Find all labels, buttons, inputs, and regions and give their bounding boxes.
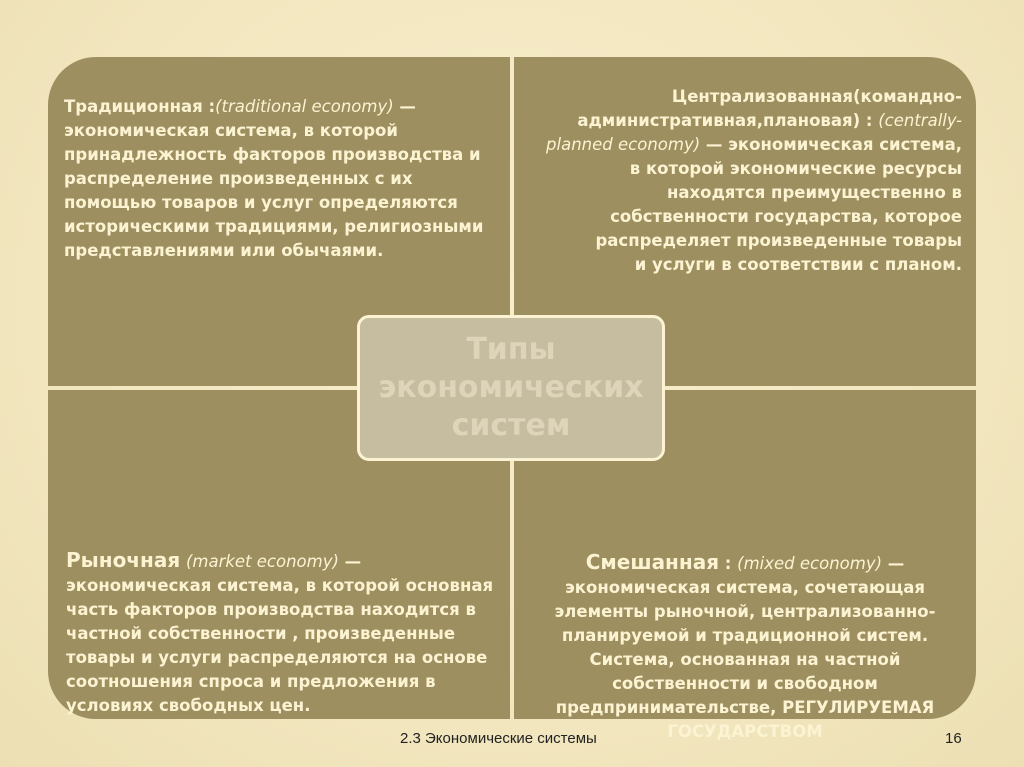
- mixed-term: Смешанная: [585, 550, 720, 574]
- center-title-box: [357, 315, 665, 461]
- centralized-body-line: распределяет произведенные товары: [595, 231, 962, 250]
- traditional-body: экономическая система, в которой принадлежность факторов производства и распределение произведенных с их помощью товаров и услуг определяются историческими традициями, религиозными представлениями или обычаями.: [64, 121, 484, 260]
- mixed-body-line: собственности и свободном: [612, 674, 878, 693]
- market-term: Рыночная: [66, 548, 181, 572]
- centralized-body-line: собственности государства, которое: [610, 207, 962, 226]
- traditional-english: (traditional economy): [215, 97, 394, 116]
- mixed-english: (mixed economy): [737, 554, 883, 573]
- centralized-body-line: в которой экономические ресурсы: [629, 159, 962, 178]
- market-description: Рыночная (market economy) — экономическая система, в которой основная часть факторов производства находится в частной собственности , произведенные товары и услуги распределяются на основе соотношения спроса и предложения в условиях свободных цен.: [66, 548, 494, 715]
- centralized-description: Централизованная(командно-административная,плановая) : (centrally-planned economy) — экономическая система, в которой экономические ресурсы находятся преимущественно в собственности государства, которое распределяет произведенные товары и услуги в соответствии с планом.: [546, 87, 962, 274]
- centralized-english: (centrally-planned economy): [546, 111, 962, 154]
- traditional-description: Традиционная :(traditional economy) — экономическая система, в которой принадлежность факторов производства и распределение произведенных с их помощью товаров и услуг определяются историческими традициями, религиозными представлениями или обычаями.: [64, 97, 484, 260]
- mixed-body-line: экономическая система, сочетающая: [565, 578, 925, 597]
- centralized-body-line: находятся преимущественно в: [666, 183, 962, 202]
- footer-title: 2.3 Экономические системы: [400, 730, 597, 747]
- mixed-body-line: предпринимательстве, РЕГУЛИРУЕМАЯ: [555, 698, 935, 717]
- page-number: 16: [945, 730, 962, 747]
- mixed-body-line: элементы рыночной, централизованно-: [554, 602, 936, 621]
- centralized-body-line: и услуги в соответствии с планом.: [634, 255, 962, 274]
- mixed-body-line: планируемой и традиционной систем.: [561, 626, 929, 645]
- traditional-term: Традиционная: [64, 97, 203, 116]
- mixed-body-line: ГОСУДАРСТВОМ: [667, 722, 823, 741]
- mixed-body-line: Система, основанная на частной: [589, 650, 901, 669]
- center-title: Типы экономических систем: [378, 332, 644, 443]
- market-body: экономическая система, в которой основная часть факторов производства находится в частной собственности , произведенные товары и услуги распределяются на основе соотношения спроса и предложения в условиях свободных цен.: [66, 576, 494, 715]
- mixed-description: Смешанная : (mixed economy) — экономическая система, сочетающая элементы рыночной, централизованно- планируемой и традиционной систем. Система, основанная на частной собственности и свободном предпринимательстве, РЕГУЛИРУЕМАЯ ГОСУДАРСТВОМ: [554, 550, 936, 741]
- centralized-body-line: экономическая система,: [728, 135, 962, 154]
- market-english: (market economy): [185, 552, 339, 571]
- centralized-term: Централизованная(командно-административная,плановая): [577, 87, 962, 130]
